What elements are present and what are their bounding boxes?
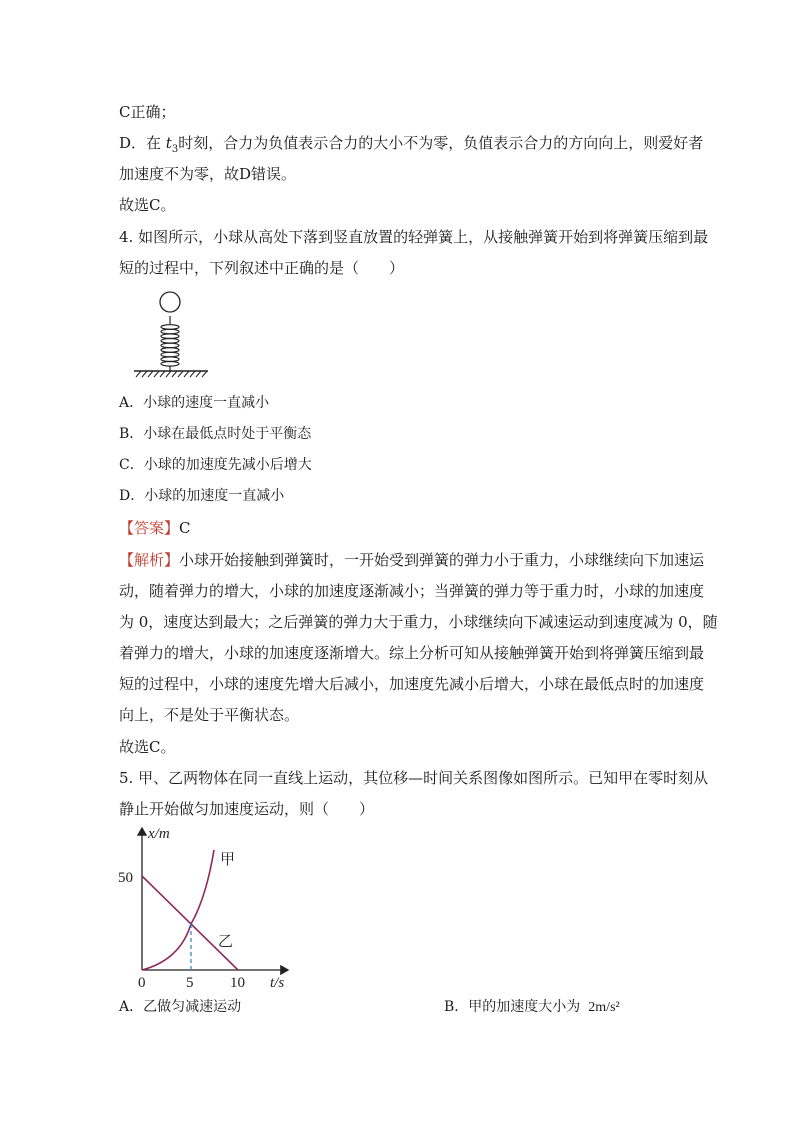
x-axis-label: t/s <box>270 975 285 991</box>
x-tick-0: 0 <box>138 975 146 991</box>
q5-stem-line1: 5. 甲、乙两物体在同一直线上运动，其位移—时间关系图像如图所示。已知甲在零时刻从 <box>119 769 709 787</box>
label-jia: 甲 <box>220 852 236 868</box>
answer-tag: 【答案】 <box>119 519 180 537</box>
q4-analysis-line3: 为 0，速度达到最大；之后弹簧的弹力大于重力，小球继续向下减速运动到速度减为 0，随 <box>119 613 718 631</box>
q4-option-d: D．小球的加速度一直减小 <box>119 488 285 504</box>
q4-option-c: C．小球的加速度先减小后增大 <box>119 457 312 473</box>
ground-hatch <box>136 371 207 377</box>
q4-analysis-line4: 着弹力的增大，小球的加速度逐渐增大。综上分析可知从接触弹簧开始到将弹簧压缩到最 <box>119 644 705 662</box>
q5-option-b <box>444 998 620 1017</box>
analysis-text-1: 小球开始接触到弹簧时，一开始受到弹簧的弹力小于重力，小球继续向下加速运 <box>179 551 705 569</box>
q4-analysis-line1 <box>119 551 704 569</box>
q4-conclusion: 故选C。 <box>119 738 176 756</box>
analysis-tag: 【解析】 <box>119 551 180 569</box>
y-axis-label: x/m <box>148 826 170 842</box>
q4-option-a: A．小球的速度一直减小 <box>119 395 270 411</box>
q4-analysis-line2: 动，随着弹力的增大，小球的加速度逐渐减小；当弹簧的弹力等于重力时，小球的加速度 <box>119 582 705 600</box>
x-tick-5: 5 <box>186 975 194 991</box>
prev-line-d <box>119 134 703 159</box>
acceleration-value: 2m/s² <box>588 1000 620 1015</box>
prev-line-d-cont: 加速度不为零，故D错误。 <box>119 165 297 183</box>
ball <box>160 292 180 312</box>
y-tick-50: 50 <box>118 870 133 886</box>
q4-analysis-line5: 短的过程中，小球的速度先增大后减小，加速度先减小后增大，小球在最低点时的加速度 <box>119 675 705 693</box>
curve-jia <box>142 850 214 970</box>
q4-stem-line2: 短的过程中，下列叙述中正确的是（ ） <box>119 259 405 277</box>
x-tick-10: 10 <box>230 975 245 991</box>
prev-line-d-lead: D．在 <box>119 134 166 152</box>
label-yi: 乙 <box>218 934 234 950</box>
answer-value: C <box>179 519 191 537</box>
t-subscript: 3 <box>171 144 179 155</box>
spring-coils <box>161 325 179 366</box>
q4-analysis-line6: 向上，不是处于平衡状态。 <box>119 706 300 724</box>
prev-line-c-correct: C正确； <box>119 103 176 121</box>
q4-answer <box>119 519 191 537</box>
q4-stem-line1: 4. 如图所示，小球从高处下落到竖直放置的轻弹簧上，从接触弹簧开始到将弹簧压缩到最 <box>119 228 709 246</box>
q5-option-a: A．乙做匀减速运动 <box>119 999 242 1015</box>
q5-stem-line2: 静止开始做匀加速度运动，则（ ） <box>119 800 375 818</box>
t-symbol: t <box>165 134 172 152</box>
curve-yi <box>142 876 238 970</box>
spring-ball-figure <box>130 288 214 380</box>
q5-option-b-text: B．甲的加速度大小为 <box>444 999 581 1015</box>
position-time-graph <box>110 820 300 996</box>
prev-line-d-rest: 时刻，合力为负值表示合力的大小不为零，负值表示合力的方向向上，则爱好者 <box>178 134 704 152</box>
q4-option-b: B．小球在最低点时处于平衡态 <box>119 426 312 442</box>
prev-conclusion: 故选C。 <box>119 196 176 214</box>
